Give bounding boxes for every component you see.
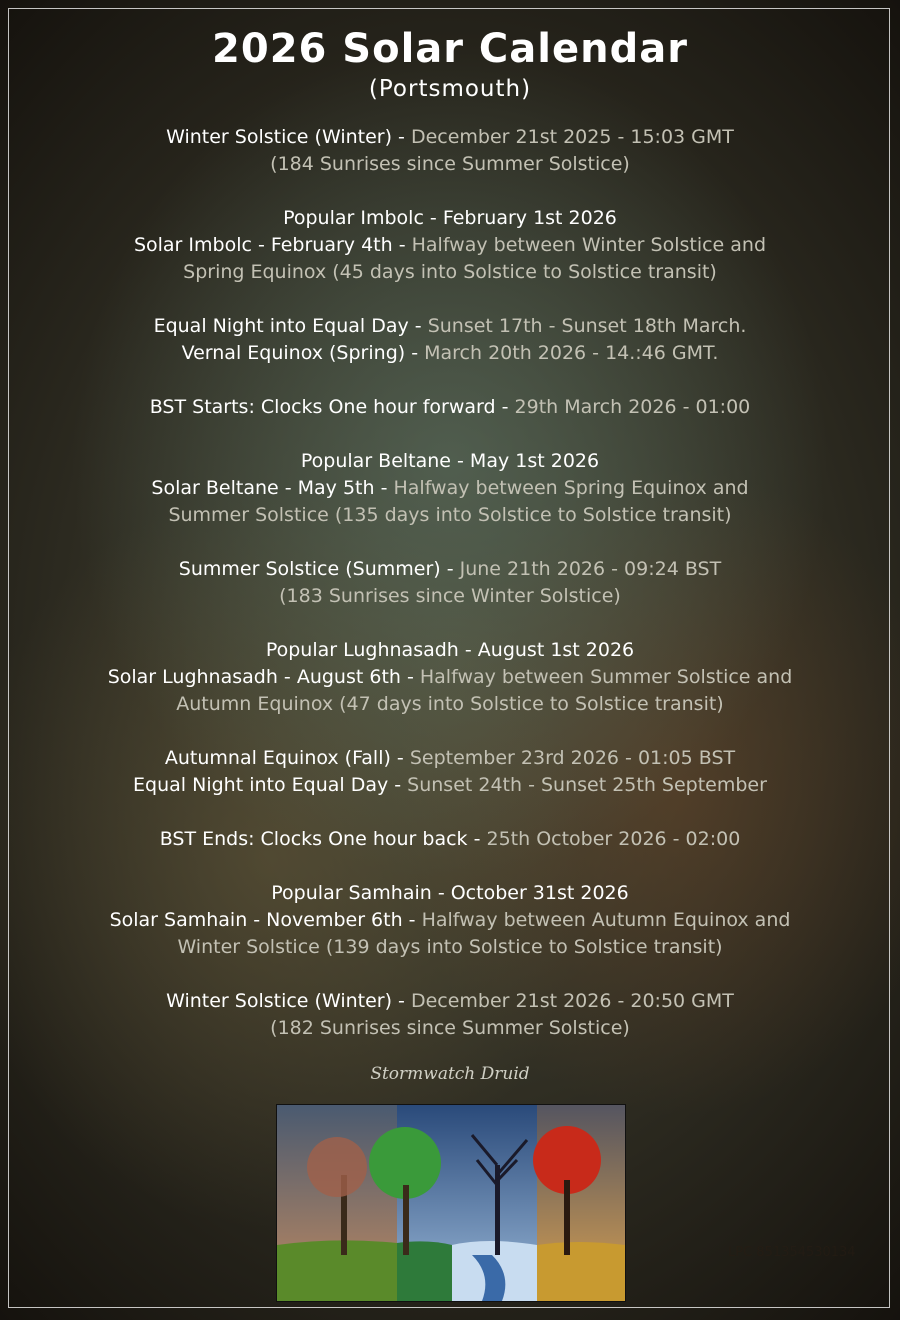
event-line — [0, 583, 900, 610]
event-detail: (184 Sunrises since Summer Solstice) — [270, 153, 630, 175]
event-detail: Halfway between Summer Solstice and — [419, 666, 793, 688]
event-line — [0, 448, 900, 475]
event-detail: Halfway between Spring Equinox and — [393, 477, 749, 499]
event-detail: (183 Sunrises since Winter Solstice) — [279, 585, 621, 607]
event-detail: 25th October 2026 - 02:00 — [486, 828, 741, 850]
event-line — [0, 934, 900, 961]
event-detail: Halfway between Autumn Equinox and — [421, 909, 791, 931]
event-spacer — [0, 961, 900, 988]
event-line — [0, 826, 900, 853]
event-label: Popular Samhain - October 31st 2026 — [271, 882, 629, 904]
event-line — [0, 259, 900, 286]
event-spacer — [0, 367, 900, 394]
event-detail: Halfway between Winter Solstice and — [411, 234, 767, 256]
event-spacer — [0, 529, 900, 556]
event-detail: (182 Sunrises since Summer Solstice) — [270, 1017, 630, 1039]
event-line — [0, 313, 900, 340]
event-detail: June 21th 2026 - 09:24 BST — [459, 558, 722, 580]
event-line — [0, 664, 900, 691]
event-label: BST Starts: Clocks One hour forward - — [149, 396, 515, 418]
event-spacer — [0, 421, 900, 448]
event-label: Solar Beltane - May 5th - — [151, 477, 394, 499]
event-label: Popular Imbolc - February 1st 2026 — [283, 207, 617, 229]
event-label: Popular Beltane - May 1st 2026 — [300, 450, 600, 472]
event-spacer — [0, 178, 900, 205]
event-label: Winter Solstice (Winter) - — [166, 126, 411, 148]
event-label: Solar Samhain - November 6th - — [109, 909, 422, 931]
event-detail: Sunset 24th - Sunset 25th September — [407, 774, 767, 796]
event-label: Winter Solstice (Winter) - — [166, 990, 411, 1012]
event-detail: Spring Equinox (45 days into Solstice to Solstice transit) — [183, 261, 717, 283]
event-line — [0, 475, 900, 502]
event-label: Equal Night into Equal Day - — [133, 774, 408, 796]
event-line — [0, 907, 900, 934]
event-label: Equal Night into Equal Day - — [153, 315, 428, 337]
event-label: Autumnal Equinox (Fall) - — [164, 747, 410, 769]
event-detail: Autumn Equinox (47 days into Solstice to Solstice transit) — [176, 693, 724, 715]
event-detail: December 21st 2025 - 15:03 GMT — [410, 126, 734, 148]
event-line — [0, 637, 900, 664]
page-title: 2026 Solar Calendar — [212, 26, 688, 72]
watermark-text: LPC 851354530134 — [728, 1245, 856, 1260]
event-line — [0, 205, 900, 232]
event-spacer — [0, 286, 900, 313]
event-line — [0, 151, 900, 178]
event-line — [0, 340, 900, 367]
event-label: Popular Lughnasadh - August 1st 2026 — [265, 639, 635, 661]
event-line — [0, 691, 900, 718]
event-detail: Summer Solstice (135 days into Solstice to Solstice transit) — [168, 504, 732, 526]
event-line — [0, 745, 900, 772]
event-spacer — [0, 718, 900, 745]
event-detail: March 20th 2026 - 14.:46 GMT. — [424, 342, 719, 364]
four-seasons-tree-image — [277, 1105, 625, 1301]
signature-logo: Stormwatch Druid — [370, 1064, 530, 1084]
page-subtitle: (Portsmouth) — [368, 76, 532, 102]
event-detail: 29th March 2026 - 01:00 — [514, 396, 751, 418]
event-label: Solar Imbolc - February 4th - — [133, 234, 412, 256]
event-spacer — [0, 610, 900, 637]
event-detail: Sunset 17th - Sunset 18th March. — [427, 315, 747, 337]
event-detail: September 23rd 2026 - 01:05 BST — [409, 747, 736, 769]
event-detail: December 21st 2026 - 20:50 GMT — [410, 990, 734, 1012]
event-line — [0, 502, 900, 529]
event-label: Summer Solstice (Summer) - — [178, 558, 460, 580]
event-line — [0, 556, 900, 583]
event-label: Vernal Equinox (Spring) - — [181, 342, 425, 364]
event-line — [0, 394, 900, 421]
event-spacer — [0, 799, 900, 826]
event-label: BST Ends: Clocks One hour back - — [159, 828, 487, 850]
event-line — [0, 124, 900, 151]
event-line — [0, 880, 900, 907]
event-line — [0, 1015, 900, 1042]
event-detail: Winter Solstice (139 days into Solstice to Solstice transit) — [177, 936, 723, 958]
event-line — [0, 988, 900, 1015]
event-line — [0, 772, 900, 799]
event-label: Solar Lughnasadh - August 6th - — [107, 666, 420, 688]
four-seasons-tree-artwork — [276, 1104, 626, 1302]
event-spacer — [0, 853, 900, 880]
event-line — [0, 232, 900, 259]
event-list — [0, 124, 900, 1042]
